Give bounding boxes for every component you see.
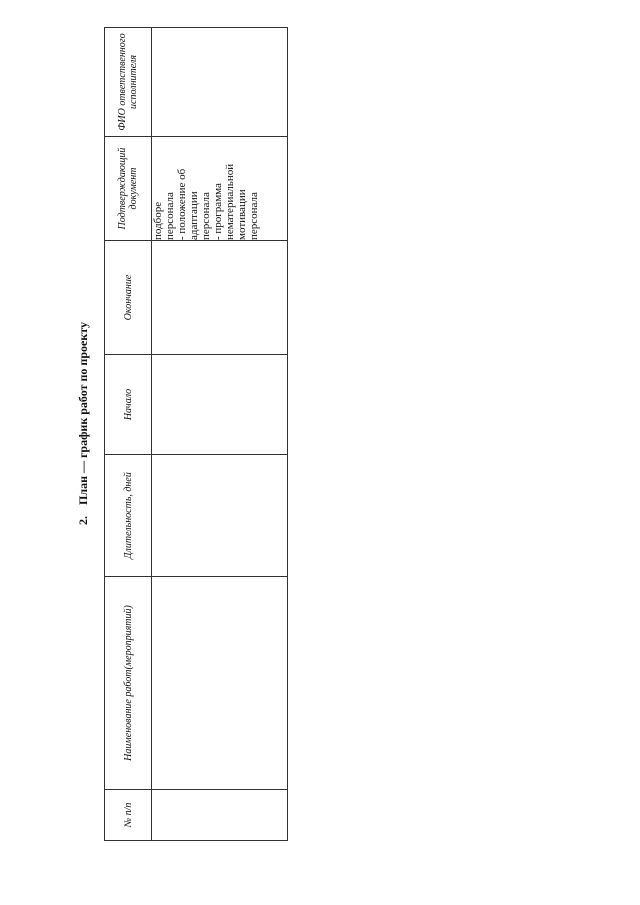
table-header-row [105,28,152,841]
document-line: персонала [248,192,260,240]
cell-duration [152,455,288,577]
cell-document [152,137,288,241]
header-responsible: ФИО ответственного исполнителя [105,28,152,137]
work-plan-table [104,27,288,841]
document-line: - положение об [176,168,188,240]
cell-end [152,241,288,355]
document-line: - программа [212,183,224,240]
section-title: План — график работ по проекту [76,322,90,505]
section-heading [76,322,91,525]
header-end: Окончание [105,241,152,355]
table-row [152,28,288,841]
header-duration: Длительность, дней [105,455,152,577]
document-line: подборе [152,201,164,240]
cell-responsible [152,28,288,137]
cell-work-name [152,577,288,790]
document-line: адаптации [188,191,200,240]
document-line: персонала [164,192,176,240]
section-number: 2. [76,516,90,525]
header-work-name: Наименование работ(мероприятий) [105,577,152,790]
header-number: № п/п [105,790,152,841]
cell-start [152,355,288,455]
header-start: Начало [105,355,152,455]
header-document: Подтверждающий документ [105,137,152,241]
document-line: нематериальной [224,163,236,240]
document-line: мотивации [236,189,248,240]
document-line: персонала [200,192,212,240]
cell-number [152,790,288,841]
